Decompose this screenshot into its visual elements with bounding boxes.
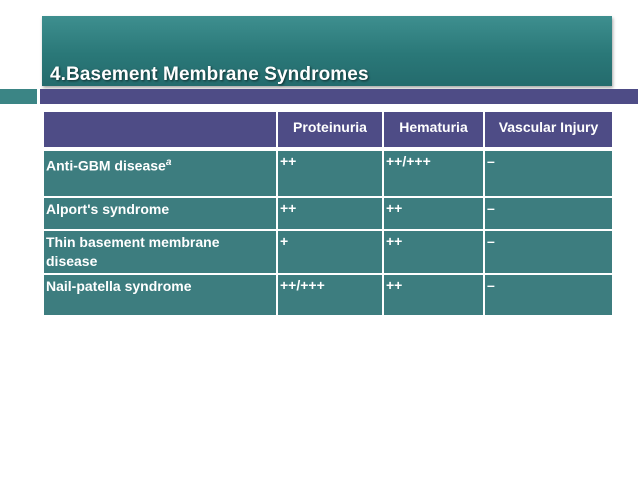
- title-bar: [42, 16, 612, 86]
- accent-band-teal: [0, 89, 37, 104]
- row-name-cell: [43, 274, 277, 316]
- vascular-injury-cell: –: [484, 230, 613, 274]
- hematuria-cell: ++: [383, 230, 484, 274]
- header-row: [43, 111, 613, 149]
- row-name: Anti-GBM disease: [46, 157, 166, 174]
- table-row: [43, 197, 613, 230]
- header-proteinuria: Proteinuria: [277, 111, 383, 149]
- header-hematuria: Hematuria: [383, 111, 484, 149]
- row-name: Alport's syndrome: [46, 201, 170, 217]
- footnote-marker: a: [165, 157, 172, 168]
- row-name-cell: [43, 230, 277, 274]
- row-name-cell: [43, 149, 277, 197]
- table-row: [43, 274, 613, 316]
- vascular-injury-cell: –: [484, 274, 613, 316]
- row-name: Thin basement membrane disease: [46, 234, 220, 269]
- vascular-injury-cell: –: [484, 149, 613, 197]
- proteinuria-cell: ++: [277, 149, 383, 197]
- slide-title: 4.Basement Membrane Syndromes: [50, 64, 369, 85]
- proteinuria-cell: ++/+++: [277, 274, 383, 316]
- proteinuria-cell: ++: [277, 197, 383, 230]
- row-name-cell: [43, 197, 277, 230]
- accent-band-purple: [40, 89, 638, 104]
- proteinuria-cell: +: [277, 230, 383, 274]
- header-cell-empty: [43, 111, 277, 149]
- hematuria-cell: ++/+++: [383, 149, 484, 197]
- table-row: [43, 149, 613, 197]
- vascular-injury-cell: –: [484, 197, 613, 230]
- table-row: [43, 230, 613, 274]
- row-name: Nail-patella syndrome: [46, 278, 192, 294]
- hematuria-cell: ++: [383, 197, 484, 230]
- hematuria-cell: ++: [383, 274, 484, 316]
- header-vascular-injury: Vascular Injury: [484, 111, 613, 149]
- syndromes-table: [42, 110, 614, 317]
